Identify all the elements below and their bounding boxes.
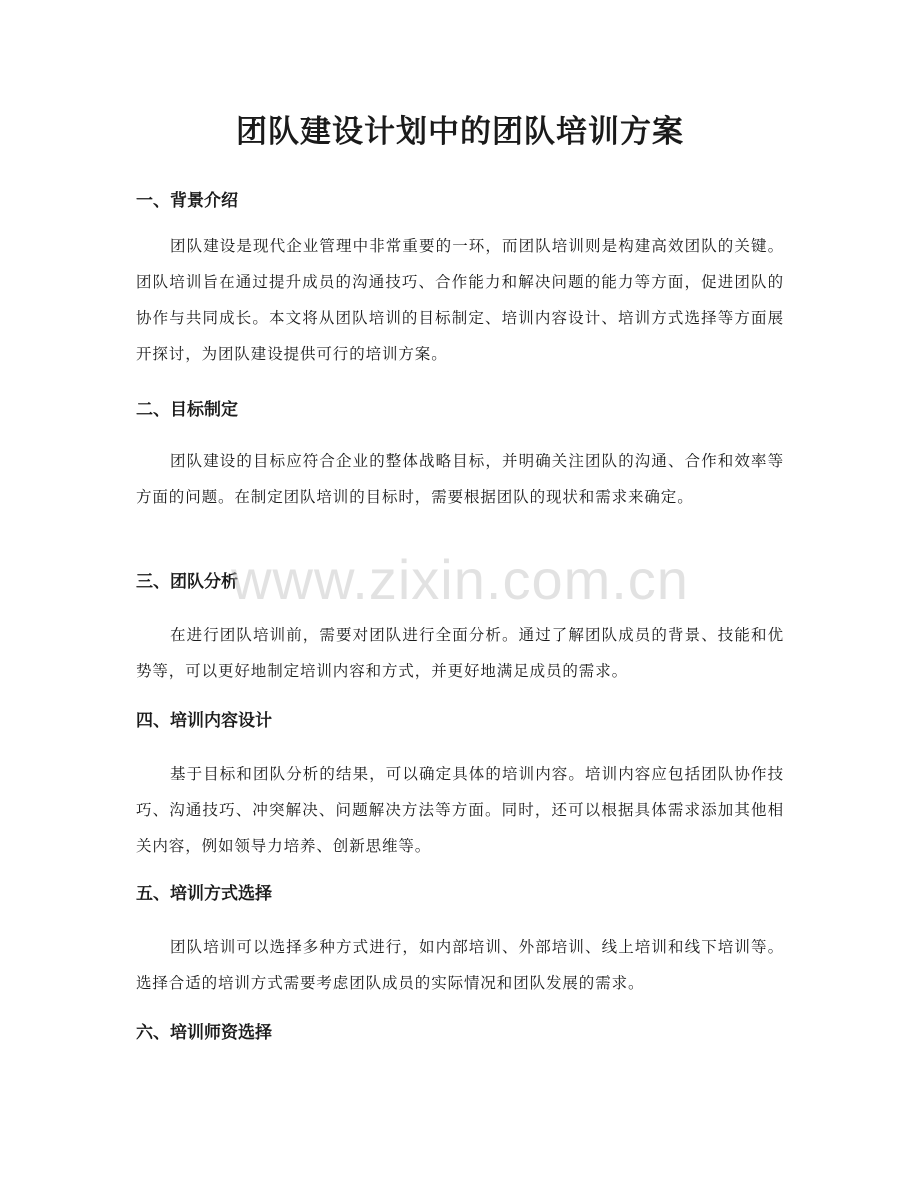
section-paragraph-background: 团队建设是现代企业管理中非常重要的一环，而团队培训则是构建高效团队的关键。团队培训旨在通过提升成员的沟通技巧、合作能力和解决问题的能力等方面，促进团队的协作与共同成长。本文将从团队培训的目标制定、培训内容设计、培训方式选择等方面展开探讨，为团队建设提供可行的培训方案。 bbox=[136, 237, 784, 363]
section-heading-background: 一、背景介绍 bbox=[136, 191, 238, 211]
section-heading-method-selection: 五、培训方式选择 bbox=[136, 884, 272, 904]
section-paragraph-content-design: 基于目标和团队分析的结果，可以确定具体的培训内容。培训内容应包括团队协作技巧、沟通技巧、冲突解决、问题解决方法等方面。同时，还可以根据具体需求添加其他相关内容，例如领导力培养、创新思维等。 bbox=[136, 765, 784, 855]
section-heading-content-design: 四、培训内容设计 bbox=[136, 711, 272, 731]
section-heading-goal-setting: 二、目标制定 bbox=[136, 400, 238, 420]
section-heading-trainer-selection: 六、培训师资选择 bbox=[136, 1023, 272, 1043]
document-title: 团队建设计划中的团队培训方案 bbox=[236, 114, 684, 150]
section-paragraph-method-selection: 团队培训可以选择多种方式进行，如内部培训、外部培训、线上培训和线下培训等。选择合适的培训方式需要考虑团队成员的实际情况和团队发展的需求。 bbox=[136, 938, 784, 992]
section-paragraph-team-analysis: 在进行团队培训前，需要对团队进行全面分析。通过了解团队成员的背景、技能和优势等，可以更好地制定培训内容和方式，并更好地满足成员的需求。 bbox=[136, 626, 784, 680]
section-heading-team-analysis: 三、团队分析 bbox=[136, 572, 238, 592]
watermark-text: www.zixin.com.cn bbox=[231, 548, 689, 611]
section-paragraph-goal-setting: 团队建设的目标应符合企业的整体战略目标，并明确关注团队的沟通、合作和效率等方面的问题。在制定团队培训的目标时，需要根据团队的现状和需求来确定。 bbox=[136, 452, 784, 506]
